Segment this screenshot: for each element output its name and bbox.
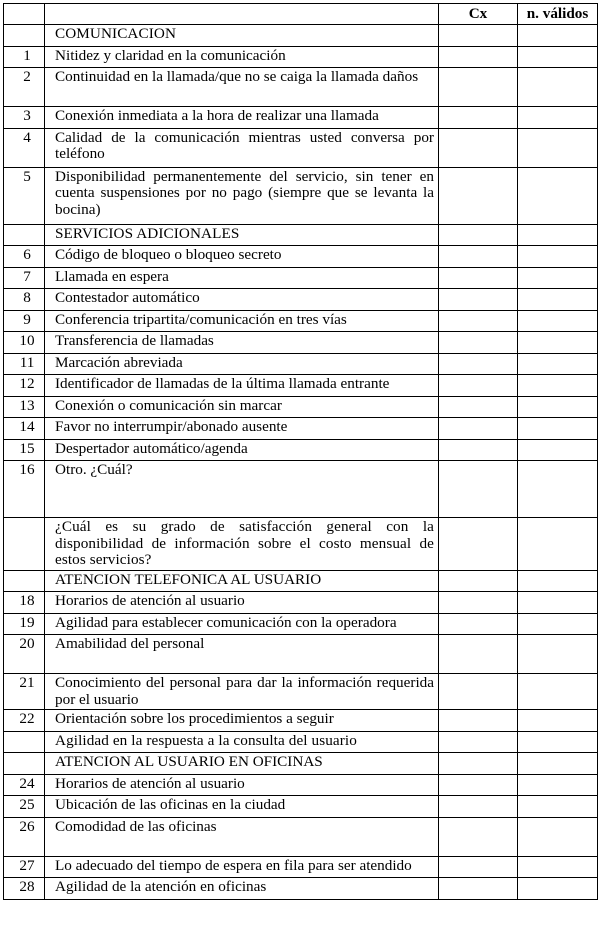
row-item-text: Nitidez y claridad en la comunicación — [45, 46, 439, 68]
survey-table — [3, 3, 598, 900]
row-item-text: Agilidad de la atención en oficinas — [45, 878, 439, 900]
row-item-text: Conferencia tripartita/comunicación en tres vías — [45, 310, 439, 332]
cx-cell — [439, 418, 518, 440]
valid-cell — [518, 753, 598, 775]
row-number — [4, 753, 45, 775]
row-number — [4, 518, 45, 571]
table-row — [4, 461, 598, 518]
cx-cell — [439, 856, 518, 878]
section-title: ¿Cuál es su grado de satisfacción general con la disponibilidad de información sobre el costo mensual de estos servicios? — [45, 518, 439, 571]
valid-cell — [518, 246, 598, 268]
table-row — [4, 289, 598, 311]
row-number — [4, 224, 45, 246]
cx-cell — [439, 46, 518, 68]
row-item-text: Contestador automático — [45, 289, 439, 311]
cx-cell — [439, 817, 518, 856]
cx-cell — [439, 674, 518, 710]
row-number: 12 — [4, 375, 45, 397]
valid-cell — [518, 396, 598, 418]
valid-cell — [518, 592, 598, 614]
valid-cell — [518, 856, 598, 878]
valid-cell — [518, 46, 598, 68]
cx-cell — [439, 224, 518, 246]
row-item-text: Despertador automático/agenda — [45, 439, 439, 461]
section-title: Agilidad en la respuesta a la consulta del usuario — [45, 731, 439, 753]
row-item-text: Identificador de llamadas de la última llamada entrante — [45, 375, 439, 397]
valid-cell — [518, 310, 598, 332]
table-row — [4, 592, 598, 614]
row-number: 2 — [4, 68, 45, 107]
valid-cell — [518, 674, 598, 710]
row-number — [4, 25, 45, 47]
table-row — [4, 396, 598, 418]
table-row — [4, 310, 598, 332]
row-item-text: Favor no interrumpir/abonado ausente — [45, 418, 439, 440]
valid-cell — [518, 439, 598, 461]
table-row — [4, 774, 598, 796]
table-row — [4, 635, 598, 674]
row-item-text: Calidad de la comunicación mientras usted conversa por teléfono — [45, 128, 439, 167]
table-row — [4, 613, 598, 635]
table-row — [4, 674, 598, 710]
row-item-text: Horarios de atención al usuario — [45, 774, 439, 796]
cx-cell — [439, 613, 518, 635]
cx-cell — [439, 710, 518, 732]
cx-cell — [439, 439, 518, 461]
row-number: 18 — [4, 592, 45, 614]
row-item-text: Disponibilidad permanentemente del servicio, sin tener en cuenta suspensiones por no pago (siempre que se levanta la bocina) — [45, 167, 439, 224]
row-number: 3 — [4, 107, 45, 129]
cx-cell — [439, 635, 518, 674]
section-row-atencion-oficinas — [4, 731, 598, 753]
cx-cell — [439, 289, 518, 311]
row-item-text: Horarios de atención al usuario — [45, 592, 439, 614]
section-title: COMUNICACION — [45, 25, 439, 47]
valid-cell — [518, 289, 598, 311]
valid-cell — [518, 353, 598, 375]
cx-cell — [439, 731, 518, 753]
cx-cell — [439, 25, 518, 47]
valid-cell — [518, 570, 598, 592]
row-number: 14 — [4, 418, 45, 440]
cx-cell — [439, 753, 518, 775]
row-number: 15 — [4, 439, 45, 461]
row-item-text: Transferencia de llamadas — [45, 332, 439, 354]
valid-cell — [518, 731, 598, 753]
header-row — [4, 4, 598, 25]
table-row — [4, 267, 598, 289]
row-number: 16 — [4, 461, 45, 518]
cx-cell — [439, 592, 518, 614]
valid-cell — [518, 107, 598, 129]
valid-cell — [518, 635, 598, 674]
row-number — [4, 731, 45, 753]
row-item-text: Continuidad en la llamada/que no se caiga la llamada daños — [45, 68, 439, 107]
table-row — [4, 856, 598, 878]
cx-cell — [439, 128, 518, 167]
valid-cell — [518, 613, 598, 635]
row-item-text: ATENCION TELEFONICA AL USUARIO — [45, 570, 439, 592]
table-row — [4, 439, 598, 461]
row-number: 21 — [4, 674, 45, 710]
row-item-text: Llamada en espera — [45, 267, 439, 289]
table-row — [4, 46, 598, 68]
valid-cell — [518, 418, 598, 440]
row-item-text: Código de bloqueo o bloqueo secreto — [45, 246, 439, 268]
header-number — [4, 4, 45, 25]
row-number: 9 — [4, 310, 45, 332]
cx-cell — [439, 461, 518, 518]
table-row — [4, 332, 598, 354]
cx-cell — [439, 518, 518, 571]
valid-cell — [518, 167, 598, 224]
row-item-text: Conocimiento del personal para dar la información requerida por el usuario — [45, 674, 439, 710]
row-number — [4, 570, 45, 592]
valid-cell — [518, 817, 598, 856]
row-number: 5 — [4, 167, 45, 224]
table-row — [4, 418, 598, 440]
cx-cell — [439, 167, 518, 224]
cx-cell — [439, 246, 518, 268]
table-row — [4, 817, 598, 856]
cx-cell — [439, 375, 518, 397]
table-row — [4, 107, 598, 129]
valid-cell — [518, 774, 598, 796]
row-number: 26 — [4, 817, 45, 856]
row-item-text: Amabilidad del personal — [45, 635, 439, 674]
valid-cell — [518, 25, 598, 47]
cx-cell — [439, 310, 518, 332]
valid-cell — [518, 710, 598, 732]
valid-cell — [518, 878, 598, 900]
row-number: 11 — [4, 353, 45, 375]
valid-cell — [518, 518, 598, 571]
header-item — [45, 4, 439, 25]
section-row-comunicacion — [4, 25, 598, 47]
table-row — [4, 796, 598, 818]
table-row — [4, 68, 598, 107]
row-number: 13 — [4, 396, 45, 418]
row-item-text: Comodidad de las oficinas — [45, 817, 439, 856]
valid-cell — [518, 224, 598, 246]
cx-cell — [439, 878, 518, 900]
header-cx: Cx — [439, 4, 518, 25]
cx-cell — [439, 796, 518, 818]
cx-cell — [439, 267, 518, 289]
row-item-text: Conexión inmediata a la hora de realizar una llamada — [45, 107, 439, 129]
row-item-text: Agilidad para establecer comunicación con la operadora — [45, 613, 439, 635]
table-row — [4, 878, 598, 900]
cx-cell — [439, 68, 518, 107]
valid-cell — [518, 332, 598, 354]
row-number: 19 — [4, 613, 45, 635]
cx-cell — [439, 107, 518, 129]
row-number: 22 — [4, 710, 45, 732]
row-number: 27 — [4, 856, 45, 878]
row-number: 24 — [4, 774, 45, 796]
table-row — [4, 375, 598, 397]
cx-cell — [439, 353, 518, 375]
row-number: 25 — [4, 796, 45, 818]
table-row — [4, 570, 598, 592]
row-number: 20 — [4, 635, 45, 674]
section-row-atencion-telefonica — [4, 518, 598, 571]
valid-cell — [518, 461, 598, 518]
row-item-text: Lo adecuado del tiempo de espera en fila para ser atendido — [45, 856, 439, 878]
row-number: 8 — [4, 289, 45, 311]
row-item-text: Ubicación de las oficinas en la ciudad — [45, 796, 439, 818]
valid-cell — [518, 128, 598, 167]
valid-cell — [518, 68, 598, 107]
row-number: 4 — [4, 128, 45, 167]
row-item-text: Conexión o comunicación sin marcar — [45, 396, 439, 418]
row-number: 6 — [4, 246, 45, 268]
valid-cell — [518, 267, 598, 289]
row-number: 28 — [4, 878, 45, 900]
table-row — [4, 710, 598, 732]
row-number: 7 — [4, 267, 45, 289]
table-row — [4, 246, 598, 268]
cx-cell — [439, 570, 518, 592]
row-item-text: Marcación abreviada — [45, 353, 439, 375]
table-row — [4, 128, 598, 167]
row-number: 10 — [4, 332, 45, 354]
row-item-text: Orientación sobre los procedimientos a seguir — [45, 710, 439, 732]
row-item-text: ATENCION AL USUARIO EN OFICINAS — [45, 753, 439, 775]
header-valid-count: n. válidos — [518, 4, 598, 25]
row-number: 1 — [4, 46, 45, 68]
table-row — [4, 167, 598, 224]
cx-cell — [439, 396, 518, 418]
valid-cell — [518, 375, 598, 397]
cx-cell — [439, 332, 518, 354]
section-title: SERVICIOS ADICIONALES — [45, 224, 439, 246]
table-row — [4, 753, 598, 775]
valid-cell — [518, 796, 598, 818]
section-row-servicios-adicionales — [4, 224, 598, 246]
table-row — [4, 353, 598, 375]
cx-cell — [439, 774, 518, 796]
row-item-text: Otro. ¿Cuál? — [45, 461, 439, 518]
